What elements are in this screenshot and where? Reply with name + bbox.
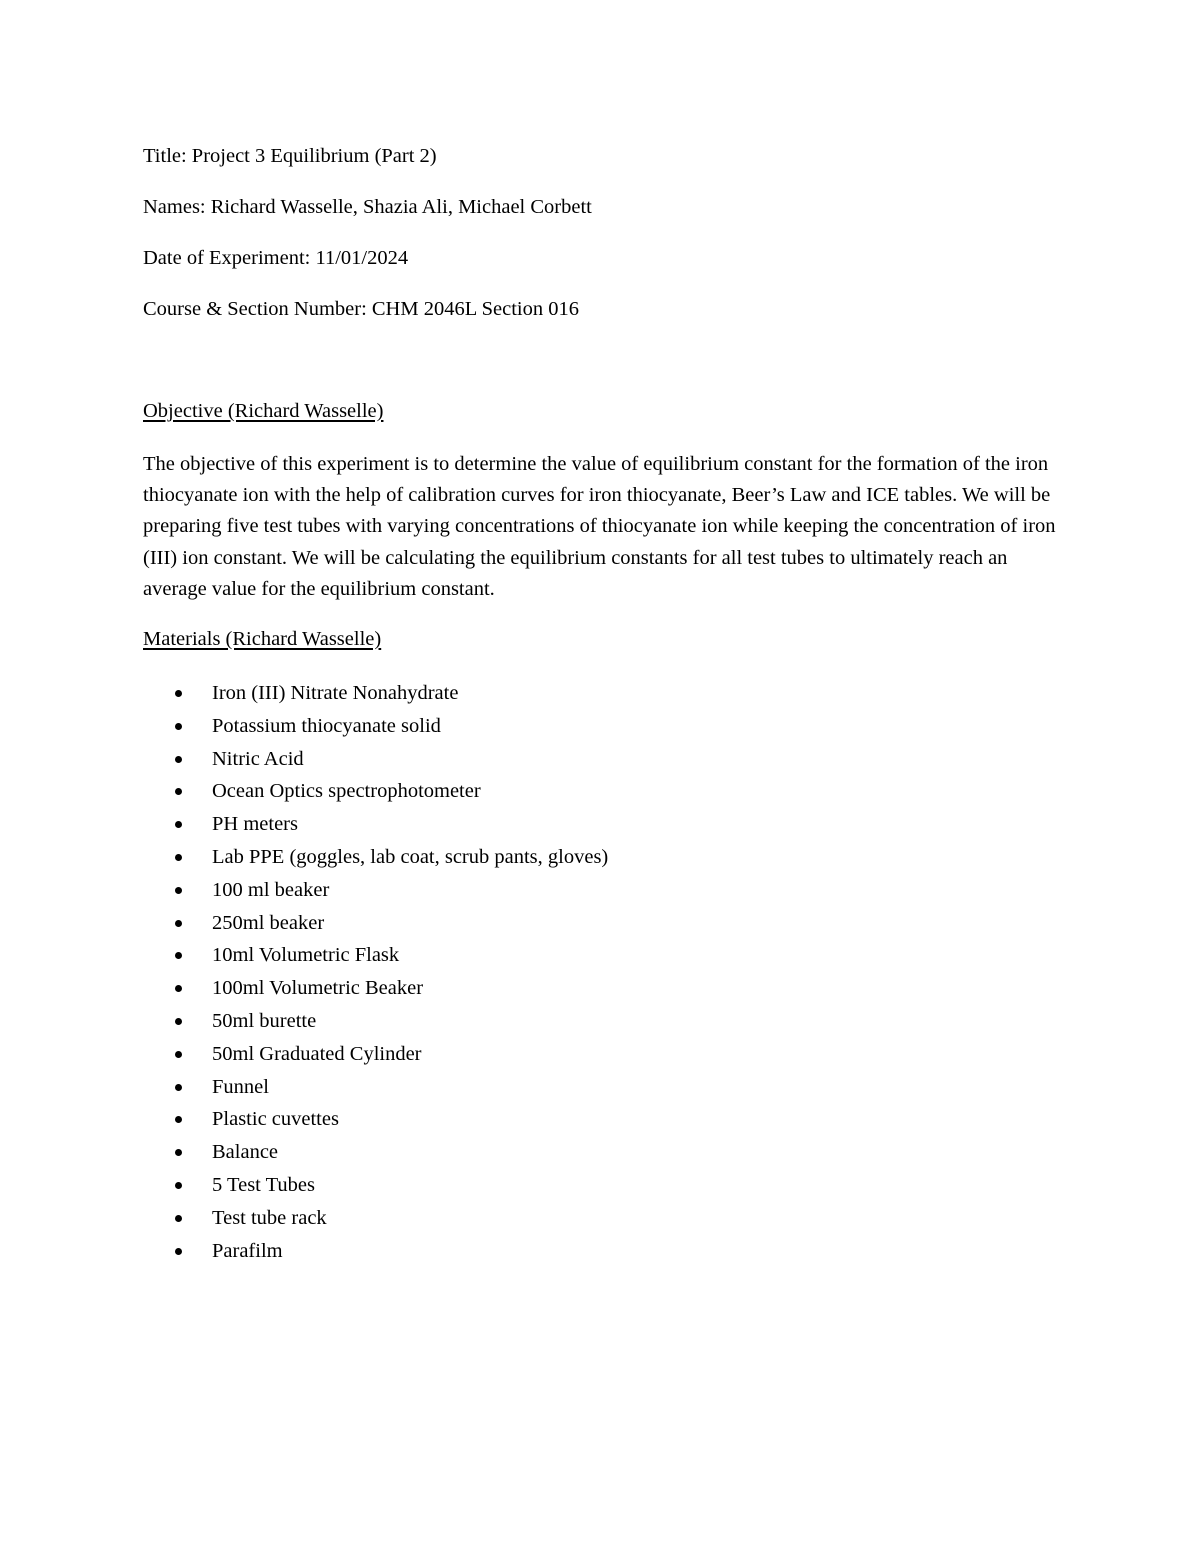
- list-item: [143, 775, 1063, 808]
- list-item: [143, 1005, 1063, 1038]
- material-label: Plastic cuvettes: [212, 1108, 339, 1131]
- list-item: [143, 1235, 1063, 1268]
- bullet-icon: [175, 887, 182, 894]
- bullet-icon: [175, 1149, 182, 1156]
- material-label: Parafilm: [212, 1239, 283, 1262]
- material-label: PH meters: [212, 813, 298, 836]
- list-item: [143, 841, 1063, 874]
- bullet-icon: [175, 1018, 182, 1025]
- list-item: [143, 1136, 1063, 1169]
- material-label: 100ml Volumetric Beaker: [212, 977, 424, 1000]
- bullet-icon: [175, 723, 182, 730]
- list-item: [143, 1071, 1063, 1104]
- bullet-icon: [175, 690, 182, 697]
- list-item: [143, 1169, 1063, 1202]
- objective-paragraph: The objective of this experiment is to determine the value of equilibrium constant for the formation of the iron thiocyanate ion with the help of calibration curves for iron thiocyanate, Beer’s Law and ICE tables. We will be preparing five test tubes with varying concentrations of thiocyanate ion while keeping the concentration of iron (III) ion constant. We will be calculating the equilibrium constants for all test tubes to ultimately reach an average value for the equilibrium constant.: [143, 453, 1056, 600]
- bullet-icon: [175, 1248, 182, 1255]
- list-item: [143, 939, 1063, 972]
- author-names: Names: Richard Wasselle, Shazia Ali, Michael Corbett: [143, 196, 592, 218]
- materials-list: [143, 677, 1063, 1267]
- bullet-icon: [175, 756, 182, 763]
- list-item: [143, 808, 1063, 841]
- material-label: 250ml beaker: [212, 911, 325, 934]
- experiment-date: Date of Experiment: 11/01/2024: [143, 247, 409, 269]
- material-label: Lab PPE (goggles, lab coat, scrub pants, gloves): [212, 846, 609, 868]
- bullet-icon: [175, 821, 182, 828]
- list-item: [143, 677, 1063, 710]
- list-item: [143, 710, 1063, 743]
- bullet-icon: [175, 920, 182, 927]
- material-label: Test tube rack: [212, 1206, 327, 1229]
- document-content: [143, 143, 1063, 1267]
- list-item: [143, 1202, 1063, 1235]
- bullet-icon: [175, 1215, 182, 1222]
- material-label: 50ml burette: [212, 1009, 317, 1032]
- bullet-icon: [175, 952, 182, 959]
- material-label: Ocean Optics spectrophotometer: [212, 780, 481, 803]
- material-label: 100 ml beaker: [212, 878, 330, 901]
- bullet-icon: [175, 1051, 182, 1058]
- material-label: Nitric Acid: [212, 747, 304, 770]
- material-label: 10ml Volumetric Flask: [212, 944, 400, 967]
- bullet-icon: [175, 854, 182, 861]
- bullet-icon: [175, 1084, 182, 1091]
- material-label: Iron (III) Nitrate Nonahydrate: [212, 682, 459, 705]
- list-item: [143, 972, 1063, 1005]
- list-item: [143, 743, 1063, 776]
- objective-heading: Objective (Richard Wasselle): [143, 400, 384, 422]
- material-label: 50ml Graduated Cylinder: [212, 1042, 422, 1065]
- course-section: Course & Section Number: CHM 2046L Section 016: [143, 298, 579, 320]
- bullet-icon: [175, 1182, 182, 1189]
- bullet-icon: [175, 985, 182, 992]
- material-label: Funnel: [212, 1075, 269, 1098]
- materials-heading: Materials (Richard Wasselle): [143, 628, 382, 651]
- material-label: Potassium thiocyanate solid: [212, 714, 441, 737]
- document-title: Title: Project 3 Equilibrium (Part 2): [143, 145, 437, 167]
- bullet-icon: [175, 788, 182, 795]
- material-label: 5 Test Tubes: [212, 1173, 316, 1196]
- material-label: Balance: [212, 1141, 279, 1164]
- list-item: [143, 1038, 1063, 1071]
- list-item: [143, 1103, 1063, 1136]
- list-item: [143, 907, 1063, 940]
- bullet-icon: [175, 1116, 182, 1123]
- list-item: [143, 874, 1063, 907]
